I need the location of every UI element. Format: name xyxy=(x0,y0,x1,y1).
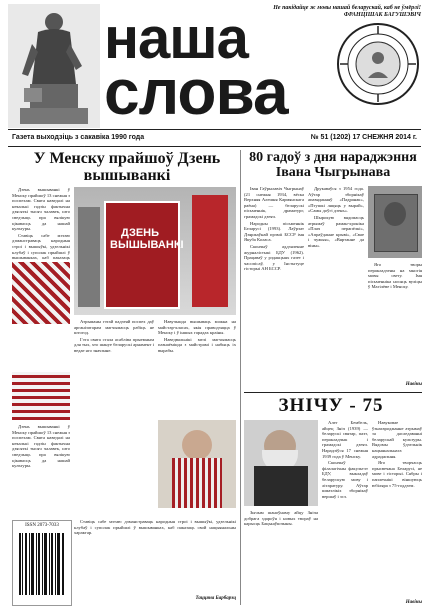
article1-paragraph: Ставіць сабе мэтаю дэманстраваць народныя строі і вышыўкі, удзельнікі клубаў і суполак прыйшлі ў вышыванках, каб паказаць свой нацыянальны характар. xyxy=(74,519,236,536)
article3-column-1 xyxy=(322,420,368,600)
seal-emblem xyxy=(336,22,420,106)
article3-priest-photo xyxy=(244,420,318,506)
article1-embroidery-photo xyxy=(12,262,70,324)
article1-column-3 xyxy=(158,319,236,419)
article3-paragraph: Яго творчасць прысвечана Беларусі, яе мове і гісторыі. Сябры і паплечнікі віншуюць юбіляра з 75-годдзем. xyxy=(372,460,422,488)
column-rule xyxy=(240,150,241,605)
article1-paragraph: Гэта свята стала асабліва прыемным для тых, хто шануе беларускі арнамент і ведае яго значэнне. xyxy=(74,336,154,353)
masthead xyxy=(0,0,429,130)
article3-signature: Навіны xyxy=(405,600,422,605)
article2-signature: Навіны xyxy=(405,382,422,387)
article1-column-4 xyxy=(12,424,70,514)
article2-column-3 xyxy=(368,262,422,382)
founded-info: Газета выходзіць з сакавіка 1990 года xyxy=(12,134,145,141)
barcode-bars xyxy=(19,533,65,595)
epigraph-author: ФРАНЦІШАК БАГУШЭВІЧ xyxy=(343,12,421,18)
article3-paragraph: Алег Бембель, айцец Зніч (1939) — беларускі святар, паэт, перакладчык і грамадскі дзеяч. Нарадзіўся 17 снежня 1939 года ў Менску. xyxy=(322,420,368,459)
article1-paragraph: Наведвальнікі мелі магчымасць пазнаёміцца з майстрамі і набыць іх вырабы. xyxy=(158,336,236,353)
article2-paragraph: Яго творы перакладзены на многія мовы свету. Імя пісьменніка носяць вуліцы ў Магілёве і Менску. xyxy=(368,262,422,290)
article2-paragraph: Шырокую вядомасць атрымаў раман-хроніка «Плач перапёлкі», «Апраўданне крыві», «Свае і чужыя», «Вяртанне да віны». xyxy=(308,214,364,248)
article1-paragraph: Дзень вышыванкі ў Менску прайшоў 13 снежня з поспехам. Свята наведалі на некалькі гадзін фактычна дзясяткі тысяч чалавек, што сведчыць пра вялікую цікавасць да нашай культуры. xyxy=(12,424,70,469)
article1-column-5 xyxy=(74,519,236,597)
article2-paragraph: Народны пісьменнік Беларусі (1993). Лаўрэат Дзяржаўнай прэміі БССР імя Якуба Коласа. xyxy=(244,220,304,243)
masthead-title-line2: слова xyxy=(104,56,288,128)
article2-column-1 xyxy=(244,186,304,376)
article1-paragraph: Навучыцца вышываць можна на майстар-класах, якія праводзяцца ў Менску і ў іншых гарадах краіны. xyxy=(158,319,236,336)
article1-paragraph: Ставіць сабе мэтаю дэманстраваць народныя строі і вышыўкі, удзельнікі клубаў і суполак прыйшлі ў вышыванках, каб паказаць xyxy=(12,232,70,261)
article-divider xyxy=(244,392,422,393)
article3-paragraph: Зычым шаноўнаму айцу Зніча добрага здароўя і новых твораў на карысць Бацькаўшчыны. xyxy=(244,510,318,527)
article3-column-2 xyxy=(372,420,422,600)
article1-banner-photo xyxy=(74,187,236,315)
barcode xyxy=(12,520,72,606)
issue-number-date: № 51 (1202) 17 СНЕЖНЯ 2014 г. xyxy=(310,134,417,141)
article1-headline: У Менску прайшоў Дзень вышыванкі xyxy=(33,150,221,184)
article3-column-3 xyxy=(244,510,318,600)
masthead-title-line1: наша xyxy=(104,6,248,71)
article1-signature: Таццяна Барбарэц xyxy=(195,596,236,601)
article3-paragraph: Скончыў філалагічны факультэт БДУ, выкладаў беларускую мову і літаратуру. Аўтар шматлікіх зборнікаў вершаў і эсэ. xyxy=(322,460,368,499)
article1-paragraph: Дзень вышыванкі ў Менску прайшоў 13 снежня з поспехам. Свята наведалі на некалькі гадзін фактычна дзясяткі тысяч чалавек, што сведчыць пра вялікую цікавасць да нашай культуры. xyxy=(12,187,70,232)
article1-tablecloth-photo xyxy=(12,372,70,420)
article2-plaque-photo xyxy=(368,186,422,258)
epigraph-text: Не пакідайце ж мовы нашай беларускай, каб не ўмёрлі! xyxy=(273,5,421,11)
issue-info-bar xyxy=(8,132,421,144)
issn-label: ISSN 2073-7033 xyxy=(25,523,59,528)
article2-paragraph: Друкаваўся з 1954 года. Аўтар зборнікаў апавяданняў «Падранак», «Птушкі ляцяць у вырай», «Самы доўгі дзень». xyxy=(308,186,364,214)
article3-paragraph: Навуковае ўзнагароджанне атрымаў за даследаванні беларускай культуры. Вядомы ўдзельнік нацыянальнага адраджэння. xyxy=(372,420,422,459)
article2-column-2 xyxy=(308,186,364,376)
article1-woman-photo xyxy=(158,420,236,508)
article1-paragraph: Атрыманы гэтай падзеяй поспех даў арганізатарам магчымасць рабіць яе штогод. xyxy=(74,319,154,336)
statue-illustration xyxy=(8,4,100,128)
article2-paragraph: Скончыў аддзяленне журналістыкі БДУ (1962). Працаваў у рэдакцыях газет і часопісаў, у Інстытуце гісторыі АН БССР. xyxy=(244,243,304,272)
article3-headline: ЗНІЧУ - 75 xyxy=(278,395,384,416)
article2-headline: 80 гадоў з дня нараджэння Івана Чыгрынава xyxy=(249,150,417,180)
banner-caption: ДЗЕНЬ ВЫШЫВАНКІ xyxy=(110,227,184,251)
article2-paragraph: Іван Гаўрылавіч Чыгрынаў (21 снежня 1934, вёска Верхняя Алешня Кармянскага раёна) — беларускі пісьменнік, драматург, грамадскі дзеяч. xyxy=(244,186,304,219)
